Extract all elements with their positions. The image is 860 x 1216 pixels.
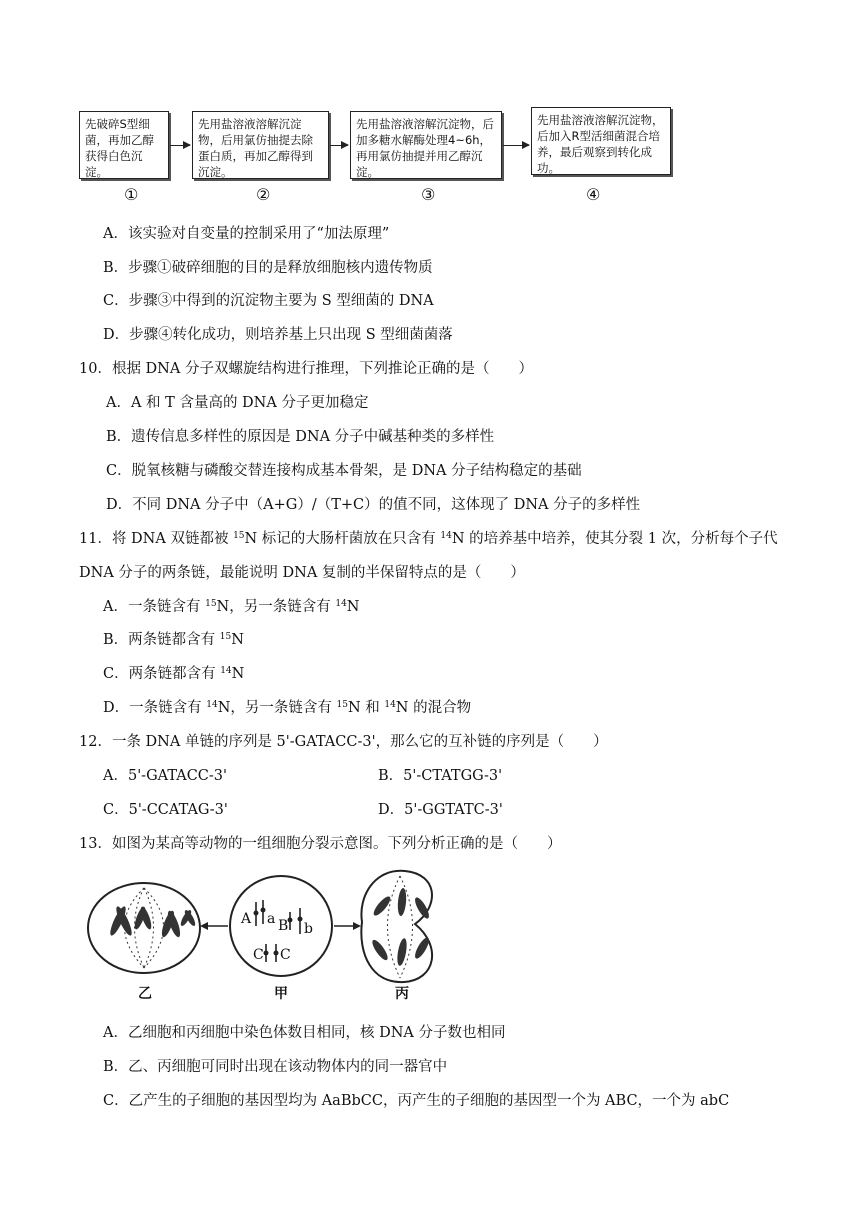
step-number-4: ④ bbox=[586, 185, 601, 204]
q13-option-a: A．乙细胞和丙细胞中染色体数目相同，核 DNA 分子数也相同 bbox=[103, 1025, 506, 1041]
q10-option-b: B．遗传信息多样性的原因是 DNA 分子中碱基种类的多样性 bbox=[106, 429, 495, 445]
flow-arrow-3 bbox=[503, 145, 529, 146]
cell-label-yi: 乙 bbox=[138, 986, 152, 1002]
cell-bing-membrane bbox=[361, 871, 432, 982]
q12-option-b: B．5'-CTATGG-3' bbox=[378, 768, 503, 784]
step-number-3: ③ bbox=[421, 185, 436, 204]
gene-label-C1: C bbox=[253, 947, 264, 963]
q12-option-a: A．5'-GATACC-3' bbox=[103, 768, 227, 784]
q10-option-d: D．不同 DNA 分子中（A+G）/（T+C）的值不同，这体现了 DNA 分子的多样性 bbox=[106, 497, 641, 513]
q12-stem: 12．一条 DNA 单链的序列是 5'-GATACC-3'，那么它的互补链的序列是（ ） bbox=[79, 734, 608, 750]
cell-division-figure bbox=[80, 866, 460, 1006]
q9-option-c: C．步骤③中得到的沉淀物主要为 S 型细菌的 DNA bbox=[103, 293, 434, 309]
cell-label-jia: 甲 bbox=[274, 986, 288, 1002]
flow-arrow-1 bbox=[170, 145, 190, 146]
flow-box-1: 先破碎S型细菌，再加乙醇获得白色沉淀。 bbox=[79, 111, 169, 179]
q10-option-c: C．脱氧核糖与磷酸交替连接构成基本骨架，是 DNA 分子结构稳定的基础 bbox=[106, 463, 582, 479]
flow-arrow-2 bbox=[330, 145, 348, 146]
cell-yi-membrane bbox=[88, 883, 200, 973]
q11-option-b: B．两条链都含有 $^{15}$N bbox=[103, 632, 244, 648]
q11-option-d: D．一条链含有 $^{14}$N，另一条链含有 $^{15}$N 和 $^{14}$N 的混合物 bbox=[103, 700, 472, 716]
q11-stem: 11．将 DNA 双链都被 $^{15}$N 标记的大肠杆菌放在只含有 $^{14}$N 的培养基中培养，使其分裂 1 次，分析每个子代 bbox=[79, 531, 778, 547]
q9-option-d: D．步骤④转化成功，则培养基上只出现 S 型细菌菌落 bbox=[103, 327, 453, 343]
q13-option-b: B．乙、丙细胞可同时出现在该动物体内的同一器官中 bbox=[103, 1059, 448, 1075]
flow-box-3: 先用盐溶液溶解沉淀物，后加多糖水解酶处理4~6h，再用氯仿抽提并用乙醇沉淀。 bbox=[350, 111, 502, 179]
step-number-1: ① bbox=[124, 185, 139, 204]
q13-stem: 13．如图为某高等动物的一组细胞分裂示意图。下列分析正确的是（ ） bbox=[79, 836, 562, 852]
flow-box-4: 先用盐溶液溶解沉淀物，后加入R型活细菌混合培养，最后观察到转化成功。 bbox=[531, 107, 671, 175]
q12-option-d: D．5'-GGTATC-3' bbox=[378, 802, 503, 818]
gene-label-C2: C bbox=[280, 947, 291, 963]
step-number-2: ② bbox=[256, 185, 271, 204]
gene-label-a: a bbox=[267, 911, 276, 927]
q9-option-a: A．该实验对自变量的控制采用了“加法原理” bbox=[103, 226, 390, 242]
q9-option-b: B．步骤①破碎细胞的目的是释放细胞核内遗传物质 bbox=[103, 260, 433, 276]
q13-option-c: C．乙产生的子细胞的基因型均为 AaBbCC，丙产生的子细胞的基因型一个为 ABC，一个为 abC bbox=[103, 1093, 730, 1109]
gene-label-B: B bbox=[278, 918, 289, 934]
gene-label-b: b bbox=[304, 921, 313, 937]
q10-option-a: A．A 和 T 含量高的 DNA 分子更加稳定 bbox=[106, 395, 369, 411]
q11-option-c: C．两条链都含有 $^{14}$N bbox=[103, 666, 245, 682]
q10-stem: 10．根据 DNA 分子双螺旋结构进行推理，下列推论正确的是（ ） bbox=[79, 361, 533, 377]
q11-stem-line2: DNA 分子的两条链，最能说明 DNA 复制的半保留特点的是（ ） bbox=[79, 565, 525, 581]
gene-label-A: A bbox=[241, 911, 252, 927]
cell-label-bing: 丙 bbox=[395, 986, 409, 1002]
q11-option-a: A．一条链含有 $^{15}$N，另一条链含有 $^{14}$N bbox=[103, 599, 360, 615]
flow-box-2: 先用盐溶液溶解沉淀物，后用氯仿抽提去除蛋白质，再加乙醇得到沉淀。 bbox=[192, 111, 329, 179]
q12-option-c: C．5'-CCATAG-3' bbox=[103, 802, 228, 818]
